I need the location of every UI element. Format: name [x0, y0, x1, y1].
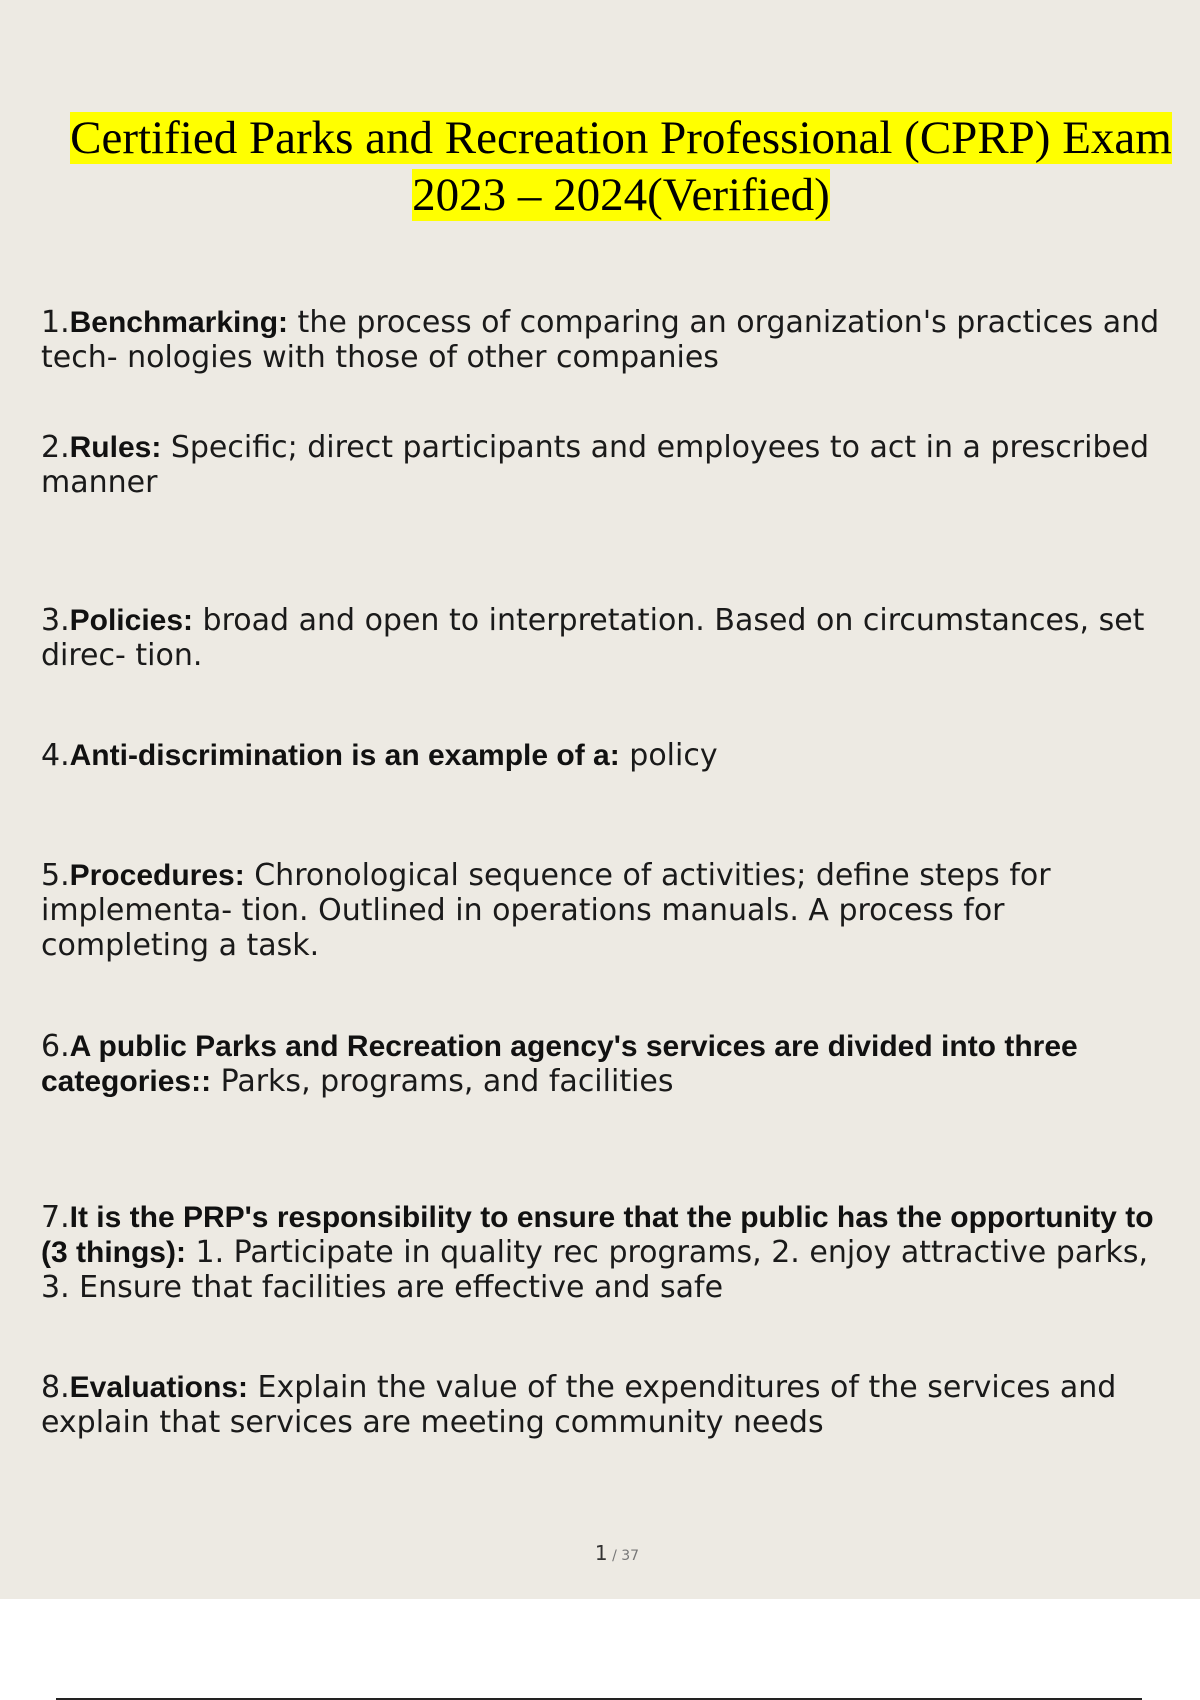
- item-definition: 1. Participate in quality rec programs, 2. enjoy attractive parks, 3. Ensure that facilities are effective and safe: [41, 1235, 1149, 1305]
- item-definition: policy: [619, 738, 718, 773]
- list-item: [41, 305, 1181, 375]
- item-term: Rules:: [69, 431, 162, 464]
- page-total: / 37: [607, 1548, 640, 1564]
- item-term: Procedures:: [69, 859, 245, 892]
- page-current: 1: [594, 1541, 608, 1565]
- item-definition: Chronological sequence of activities; define steps for implementa- tion. Outlined in operations manuals. A process for completing a task.: [41, 858, 1051, 963]
- item-number: 5.: [41, 858, 70, 893]
- item-term: Policies:: [69, 604, 194, 637]
- item-definition: Specific; direct participants and employees to act in a prescribed manner: [41, 430, 1149, 500]
- title-line-2: 2023 – 2024(Verified): [412, 169, 830, 221]
- item-definition: Parks, programs, and facilities: [211, 1064, 674, 1099]
- item-number: 1.: [41, 305, 70, 340]
- item-term: Evaluations:: [69, 1371, 248, 1404]
- list-item: [41, 1029, 1181, 1099]
- page-number: [0, 1541, 1200, 1565]
- item-number: 7.: [41, 1200, 70, 1235]
- title-line-1: Certified Parks and Recreation Professional (CPRP) Exam: [70, 112, 1172, 164]
- item-term: Anti-discrimination is an example of a:: [69, 739, 620, 772]
- item-definition: broad and open to interpretation. Based on circumstances, set direc- tion.: [41, 603, 1145, 673]
- list-item: [41, 858, 1181, 963]
- item-number: 2.: [41, 430, 70, 465]
- item-term: It is the PRP's responsibility to ensure that the public has the opportunity to (3 things):: [41, 1201, 1154, 1269]
- item-number: 3.: [41, 603, 70, 638]
- item-number: 8.: [41, 1370, 70, 1405]
- list-item: [41, 430, 1181, 500]
- list-item: [41, 738, 1181, 773]
- list-item: [41, 603, 1181, 673]
- list-item: [41, 1200, 1181, 1305]
- item-definition: the process of comparing an organization's practices and tech- nologies with those of other companies: [41, 305, 1160, 375]
- item-definition: Explain the value of the expenditures of the services and explain that services are meeting community needs: [41, 1370, 1117, 1440]
- item-number: 6.: [41, 1029, 70, 1064]
- document-title: [0, 110, 1200, 224]
- item-number: 4.: [41, 738, 70, 773]
- item-term: A public Parks and Recreation agency's services are divided into three categories::: [41, 1030, 1078, 1098]
- list-item: [41, 1370, 1181, 1440]
- item-term: Benchmarking:: [69, 306, 289, 339]
